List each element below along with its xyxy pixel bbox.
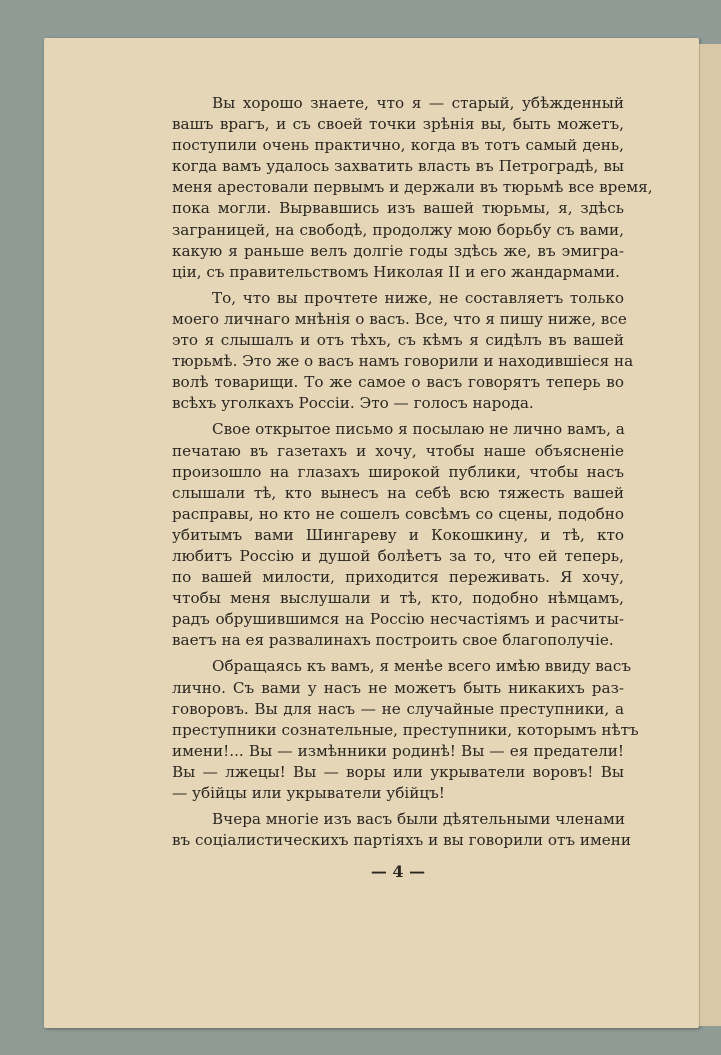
text-line: преступники сознательные, преступники, которымъ нѣтъ (172, 720, 639, 739)
text-line: въ соціалистическихъ партіяхъ и вы говорили отъ имени (172, 831, 632, 850)
text-line: слышали тѣ, кто вынесъ на себѣ всю тяжесть вашей (172, 483, 624, 502)
paragraph (172, 93, 653, 283)
text-line: по вашей милости, приходится переживать. Я хочу, (172, 568, 624, 587)
text-line: имени!... Вы — измѣнники родинѣ! Вы — ея предатели! (172, 741, 624, 760)
paragraph (172, 419, 624, 651)
page-edge (699, 44, 721, 1026)
paragraph (172, 288, 634, 415)
text-line: Вчера многіе изъ васъ были дѣятельными членами (212, 810, 625, 829)
text-line: печатаю въ газетахъ и хочу, чтобы наше объясненіе (172, 441, 624, 460)
text-line: когда вамъ удалось захватить власть въ Петроградѣ, вы (172, 157, 624, 176)
text-line: Вы хорошо знаете, что я — старый, убѣжденный (212, 94, 624, 112)
text-line: меня арестовали первымъ и держали въ тюрьмѣ все время, (172, 178, 653, 197)
text-line: какую я раньше велъ долгіе годы здѣсь же, въ эмигра- (172, 241, 624, 260)
text-line: говоровъ. Вы для насъ — не случайные преступники, а (172, 699, 624, 718)
text-line: волѣ товарищи. То же самое о васъ говорятъ теперь во (172, 373, 624, 392)
text-line: ваетъ на ея развалинахъ построить свое благополучіе. (172, 631, 614, 650)
text-line: заграницей, на свободѣ, продолжу мою борьбу съ вами, (172, 220, 624, 239)
text-line: это я слышалъ и отъ тѣхъ, съ кѣмъ я сидѣлъ въ вашей (172, 331, 624, 350)
text-line: Свое открытое письмо я посылаю не лично вамъ, а (212, 420, 625, 439)
text-line: тюрьмѣ. Это же о васъ намъ говорили и находившіеся на (172, 352, 634, 371)
text-line: — убійцы или укрыватели убійцъ! (172, 784, 445, 802)
text-line: вашъ врагъ, и съ своей точки зрѣнія вы, быть можетъ, (172, 115, 624, 134)
text-line: ціи, съ правительствомъ Николая II и его жандармами. (172, 262, 620, 281)
text-line: поступили очень практично, когда въ тотъ самый день, (172, 136, 624, 155)
text-line: пока могли. Вырвавшись изъ вашей тюрьмы, я, здѣсь (172, 199, 624, 218)
text-line: То, что вы прочтете ниже, не составляетъ только (212, 288, 624, 307)
body-text (172, 93, 653, 856)
text-line: убитымъ вами Шингареву и Кокошкину, и тѣ, кто (172, 525, 624, 544)
text-line: Вы — лжецы! Вы — воры или укрыватели воровъ! Вы (172, 762, 624, 781)
text-line: Обращаясь къ вамъ, я менѣе всего имѣю ввиду васъ (212, 657, 631, 676)
paragraph (172, 656, 639, 804)
text-line: чтобы меня выслушали и тѣ, кто, подобно нѣмцамъ, (172, 589, 624, 608)
text-line: радъ обрушившимся на Россію несчастіямъ и расчиты- (172, 610, 624, 629)
text-line: любитъ Россію и душой болѣетъ за то, что ей теперь, (172, 546, 624, 565)
text-line: лично. Съ вами у насъ не можетъ быть никакихъ раз- (172, 678, 624, 697)
paragraph (172, 809, 632, 851)
text-line: моего личнаго мнѣнія о васъ. Все, что я пишу ниже, все (172, 309, 627, 328)
text-line: произошло на глазахъ широкой публики, чтобы насъ (172, 462, 624, 481)
text-line: расправы, но кто не сошелъ совсѣмъ со сцены, подобно (172, 504, 624, 523)
text-line: всѣхъ уголкахъ Россіи. Это — голосъ народа. (172, 394, 534, 413)
page-number: — 4 — (370, 862, 426, 881)
